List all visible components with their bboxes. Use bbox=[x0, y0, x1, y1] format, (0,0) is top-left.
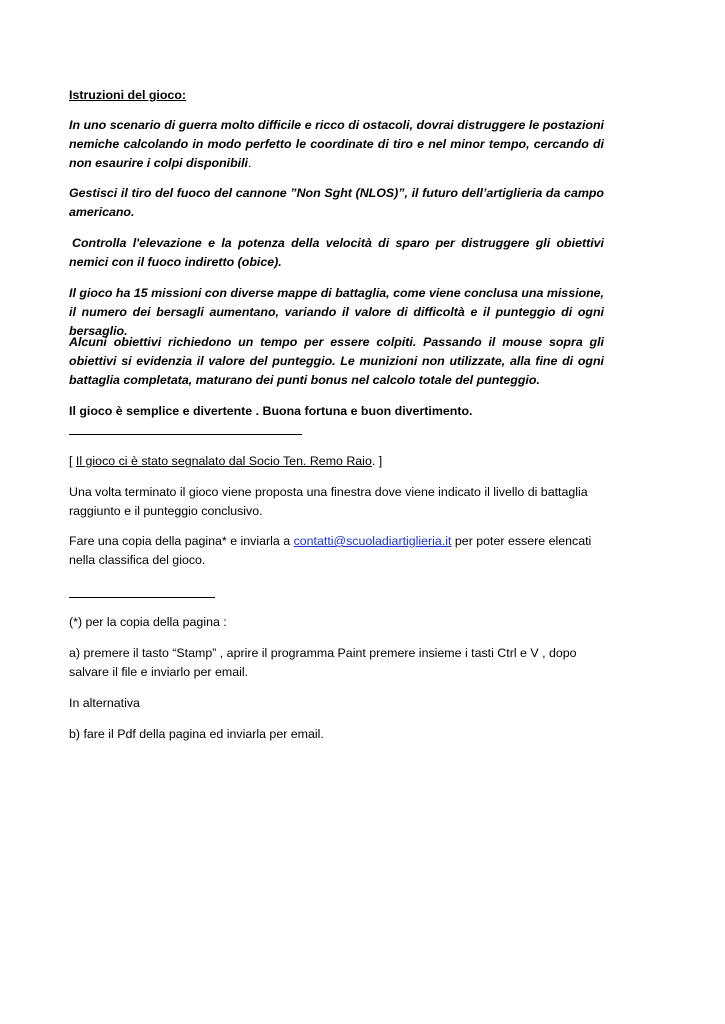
email-link[interactable]: contatti@scuoladiartiglieria.it bbox=[293, 534, 452, 548]
alternative-label: In alternativa bbox=[69, 696, 140, 710]
end-info-paragraph: Una volta terminato il gioco viene proposta una finestra dove viene indicato il livello di battaglia raggiunto e il punteggio conclusivo. bbox=[69, 485, 588, 518]
credit-close-bracket: . ] bbox=[371, 454, 383, 468]
separator-line-1 bbox=[69, 434, 302, 435]
footnote-title: (*) per la copia della pagina : bbox=[69, 615, 227, 629]
copy-request-after: per poter essere elencati nella classifica del gioco. bbox=[69, 534, 592, 567]
instructions-heading: Istruzioni del gioco: bbox=[69, 88, 187, 102]
closing-paragraph: Il gioco è semplice e divertente . Buona fortuna e buon divertimento. bbox=[69, 404, 473, 418]
elevation-paragraph: Controlla l'elevazione e la potenza della velocità di sparo per distruggere gli obiettivi nemici con il fuoco indiretto (obice). bbox=[69, 236, 604, 269]
separator-line-2 bbox=[69, 597, 215, 598]
option-a-paragraph: a) premere il tasto “Stamp” , aprire il programma Paint premere insieme i tasti Ctrl e V , dopo salvare il file e inviarlo per email. bbox=[69, 646, 577, 679]
targets-paragraph: Alcuni obiettivi richiedono un tempo per essere colpiti. Passando il mouse sopra gli obiettivi si evidenzia il valore del punteggio. Le munizioni non utilizzate, alla fine di ogni battaglia completata, maturano dei punti bonus nel calcolo totale del punteggio. bbox=[69, 335, 604, 387]
cannon-paragraph: Gestisci il tiro del fuoco del cannone ”Non Sght (NLOS)”, il futuro dell’artiglieria da campo americano. bbox=[69, 186, 604, 219]
missions-paragraph: Il gioco ha 15 missioni con diverse mappe di battaglia, come viene conclusa una missione, il numero dei bersagli aumentano, variando il valore di difficoltà e il punteggio di ogni bersaglio. bbox=[69, 286, 604, 338]
copy-request-paragraph bbox=[69, 532, 604, 570]
credit-open-bracket: [ bbox=[69, 454, 76, 468]
intro-text: In uno scenario di guerra molto difficile e ricco di ostacoli, dovrai distruggere le postazioni nemiche calcolando in modo perfetto le coordinate di tiro e nel minor tempo, cercando di non esaurire i colpi disponibili bbox=[69, 118, 604, 170]
option-b-paragraph: b) fare il Pdf della pagina ed inviarla per email. bbox=[69, 727, 324, 741]
credit-line bbox=[69, 452, 604, 471]
document-page bbox=[69, 0, 604, 1024]
intro-paragraph bbox=[69, 116, 604, 173]
copy-request-before: Fare una copia della pagina* e inviarla a bbox=[69, 534, 294, 548]
intro-period: . bbox=[248, 156, 252, 170]
credit-text: Il gioco ci è stato segnalato dal Socio Ten. Remo Raio bbox=[75, 454, 372, 468]
